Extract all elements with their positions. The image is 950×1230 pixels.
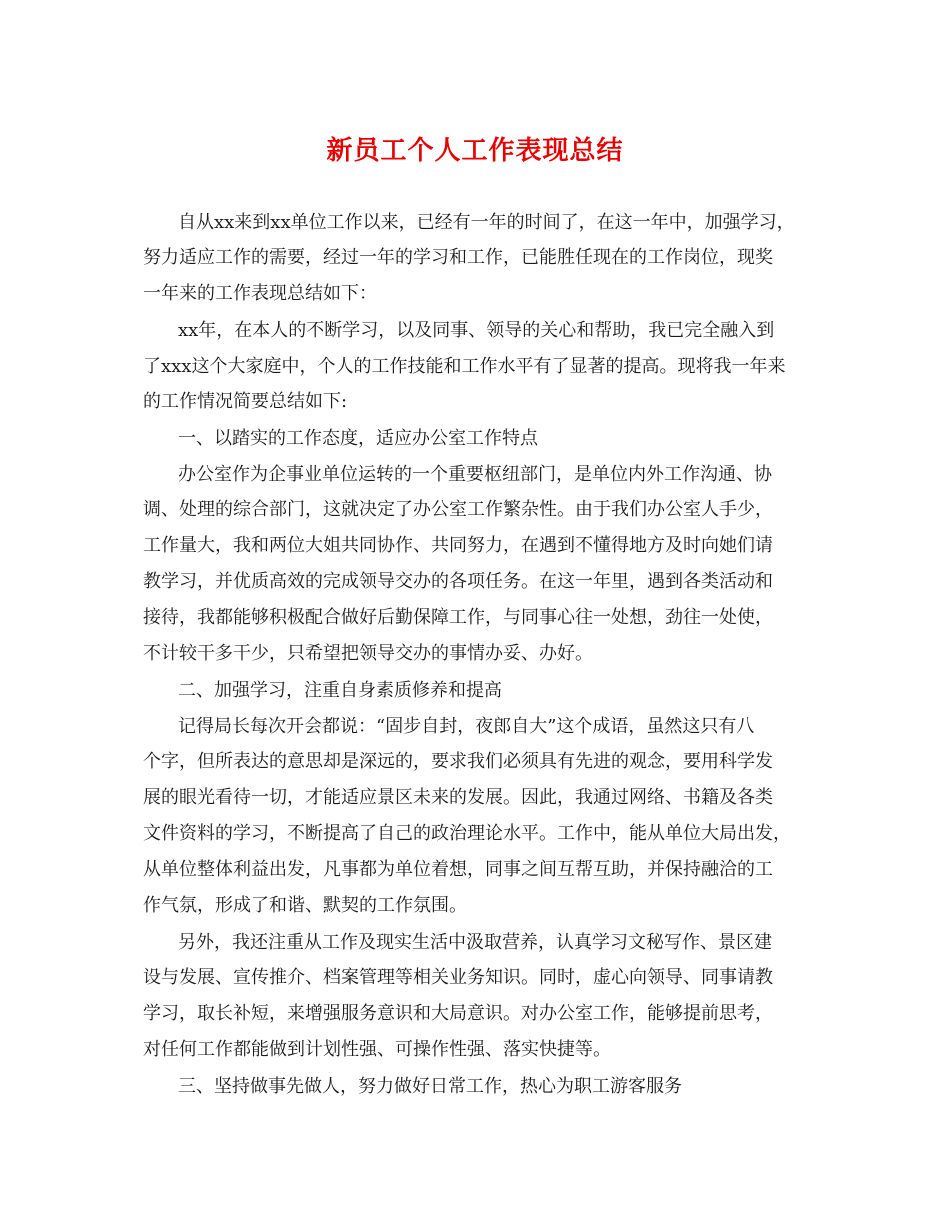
paragraph-line: 从单位整体利益出发，凡事都为单位着想，同事之间互帮互助，并保持融洽的工 bbox=[143, 859, 773, 880]
paragraph-line: 展的眼光看待一切，才能适应景区未来的发展。因此，我通过网络、书籍及各类 bbox=[143, 787, 773, 808]
paragraph-line: 对任何工作都能做到计划性强、可操作性强、落实快捷等。 bbox=[143, 1039, 611, 1060]
paragraph-line: 自从xx来到xx单位工作以来，已经有一年的时间了，在这一年中，加强学习， bbox=[178, 212, 795, 233]
paragraph-line: xx年，在本人的不断学习，以及同事、领导的关心和帮助，我已完全融入到 bbox=[178, 320, 775, 341]
paragraph-line: 的工作情况简要总结如下: bbox=[143, 391, 348, 412]
section-heading: 一、以踏实的工作态度，适应办公室工作特点 bbox=[178, 428, 538, 449]
paragraph-line: 工作量大，我和两位大姐共同协作、共同努力，在遇到不懂得地方及时向她们请 bbox=[143, 535, 773, 556]
paragraph-line: 不计较干多干少，只希望把领导交办的事情办妥、办好。 bbox=[143, 643, 593, 664]
paragraph-line: 调、处理的综合部门，这就决定了办公室工作繁杂性。由于我们办公室人手少， bbox=[143, 499, 773, 520]
section-heading: 三、坚持做事先做人，努力做好日常工作，热心为职工游客服务 bbox=[178, 1076, 682, 1097]
paragraph-line: 了xxx这个大家庭中，个人的工作技能和工作水平有了显著的提高。现将我一年来 bbox=[143, 356, 786, 377]
paragraph-line: 一年来的工作表现总结如下： bbox=[143, 283, 377, 304]
section-heading: 二、加强学习，注重自身素质修养和提高 bbox=[178, 680, 502, 701]
paragraph-line: 个字，但所表达的意思却是深远的，要求我们必须具有先进的观念，要用科学发 bbox=[143, 751, 773, 772]
paragraph-line: 学习，取长补短，来增强服务意识和大局意识。对办公室工作，能够提前思考， bbox=[143, 1003, 773, 1024]
paragraph-line: 办公室作为企事业单位运转的一个重要枢纽部门，是单位内外工作沟通、协 bbox=[178, 464, 772, 485]
paragraph-line: 作气氛，形成了和谐、默契的工作氛围。 bbox=[143, 895, 467, 916]
paragraph-line: 文件资料的学习，不断提高了自己的政治理论水平。工作中，能从单位大局出发， bbox=[143, 823, 791, 844]
paragraph-line: 记得局长每次开会都说：“固步自封，夜郎自大”这个成语，虽然这只有八 bbox=[178, 716, 755, 737]
paragraph-line: 设与发展、宣传推介、档案管理等相关业务知识。同时，虚心向领导、同事请教 bbox=[143, 967, 773, 988]
paragraph-line: 另外，我还注重从工作及现实生活中汲取营养，认真学习文秘写作、景区建 bbox=[178, 932, 772, 953]
paragraph-line: 努力适应工作的需要，经过一年的学习和工作，已能胜任现在的工作岗位，现奖 bbox=[143, 247, 773, 268]
document-title: 新员工个人工作表现总结 bbox=[326, 136, 624, 166]
paragraph-line: 接待，我都能够积极配合做好后勤保障工作，与同事心往一处想，劲往一处使， bbox=[143, 607, 773, 628]
paragraph-line: 教学习，并优质高效的完成领导交办的各项任务。在这一年里，遇到各类活动和 bbox=[143, 571, 773, 592]
